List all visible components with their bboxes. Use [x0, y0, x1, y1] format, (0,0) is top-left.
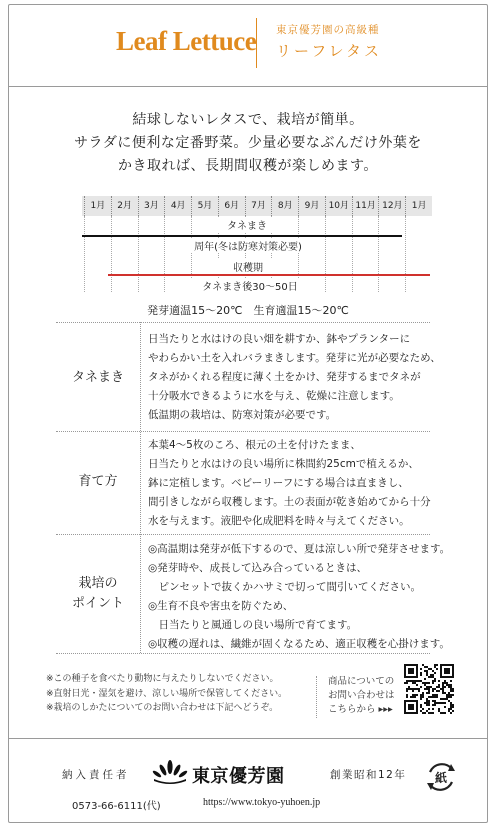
phone-number: 0573-66-6111(代)	[72, 801, 161, 812]
text-line: 日当たりと水はけの良い場所に株間約25cmで植えるか、	[148, 458, 419, 470]
table-column-divider	[140, 322, 141, 653]
calendar-gridline	[378, 216, 379, 292]
text-line: 日当たりと風通しの良い場所で育てます。	[148, 619, 358, 631]
responsible-party-label: 納入責任者	[62, 769, 130, 781]
recycle-mark-text: 紙	[434, 771, 448, 785]
calendar-month: 8月	[271, 196, 298, 216]
section-text-growing	[148, 436, 431, 531]
calendar-gridline	[84, 216, 85, 292]
calendar-month: 2月	[111, 196, 138, 216]
yearround-label: 周年(冬は防寒対策必要)	[173, 238, 323, 253]
founded-year: 創業昭和12年	[330, 769, 407, 781]
calendar-month: 4月	[164, 196, 191, 216]
brand-subtitle: 東京優芳園の高級種	[276, 24, 380, 36]
caution-notes	[46, 672, 287, 716]
text-line: ◎収穫の遅れは、繊維が固くなるため、適正収穫を心掛けます。	[148, 638, 450, 650]
table-divider	[56, 322, 430, 323]
label-line: 栽培の	[78, 576, 118, 591]
calendar-month: 1月	[84, 196, 111, 216]
calendar-month: 7月	[245, 196, 272, 216]
text-line: ◎生育不良や害虫を防ぐため、	[148, 600, 294, 612]
calendar-month: 12月	[378, 196, 405, 216]
website-link[interactable]: https://www.tokyo-yuhoen.jp	[203, 797, 321, 808]
calendar-gridline	[164, 216, 165, 292]
sowing-label: タネまき	[218, 217, 276, 232]
month-calendar-header	[82, 196, 432, 216]
note-line: ※この種子を食べたり動物に与えたりしないでください。	[46, 674, 279, 684]
intro-line: 結球しないレタスで、栽培が簡単。	[132, 112, 364, 128]
section-label-sowing: タネまき	[71, 370, 124, 385]
calendar-month: 10月	[325, 196, 352, 216]
note-line: ※直射日光・湿気を避け、涼しい場所で保管してください。	[46, 688, 288, 699]
temperature-info: 発芽適温15〜20℃ 生育適温15〜20℃	[147, 304, 349, 317]
text-line: 間引きしながら収穫します。土の表面が乾き始めてから十分	[148, 496, 431, 508]
intro-line: サラダに便利な定番野菜。少量必要なぶんだけ外葉を	[74, 135, 422, 151]
note-line: ※栽培のしかたについてのお問い合わせは下記へどうぞ。	[46, 703, 279, 713]
qr-code-icon[interactable]	[404, 664, 454, 714]
japanese-title: リーフレタス	[276, 42, 383, 60]
table-divider	[56, 431, 430, 432]
inquiry-line: お問い合わせは	[328, 690, 395, 701]
calendar-gridline	[111, 216, 112, 292]
text-line: 十分吸水できるように水を与え、乾燥に注意します。	[148, 390, 400, 402]
company-name: 東京優芳園	[192, 766, 285, 787]
calendar-month: 5月	[191, 196, 218, 216]
text-line: ◎発芽時や、成長して込み合っているときは、	[148, 562, 367, 574]
calendar-gridline	[405, 216, 406, 292]
section-text-tips	[148, 540, 450, 654]
sowing-period-bar	[82, 235, 402, 237]
text-line: 低温期の栽培は、防寒対策が必要です。	[148, 409, 337, 421]
company-logo-icon	[150, 758, 190, 784]
text-line: ピンセットで抜くかハサミで切って間引いてください。	[148, 581, 421, 593]
text-line: 日当たりと水はけの良い畑を耕すか、鉢やプランターに	[148, 333, 411, 345]
section-text-sowing	[148, 330, 441, 425]
text-line: 鉢に定植します。ベビーリーフにする場合は直まきし、	[148, 477, 409, 489]
text-line: ◎高温期は発芽が低下するので、夏は涼しい所で発芽させます。	[148, 543, 451, 555]
product-inquiry	[328, 675, 395, 717]
header-divider	[256, 18, 257, 68]
calendar-month: 9月	[298, 196, 325, 216]
inquiry-line: 商品についての	[328, 676, 395, 687]
notes-divider	[316, 676, 317, 718]
calendar-month: 6月	[218, 196, 245, 216]
calendar-month: 3月	[138, 196, 165, 216]
paper-recycle-icon	[424, 760, 458, 794]
text-line: やわらかい土を入れバラまきします。発芽に光が必要なため、	[148, 352, 441, 364]
calendar-gridline	[325, 216, 326, 292]
text-line: タネがかくれる程度に薄く土をかけ、発芽するまでタネが	[148, 371, 421, 383]
english-title: Leaf Lettuce	[116, 26, 257, 56]
intro-line: かき取れば、長期間収穫が楽しめます。	[118, 158, 378, 174]
inquiry-line: こちらから ▸▸▸	[328, 704, 393, 715]
calendar-month: 11月	[352, 196, 379, 216]
harvest-label: 収穫期	[218, 259, 278, 274]
label-line: ポイント	[71, 596, 124, 611]
harvest-note: タネまき後30〜50日	[180, 278, 320, 293]
table-divider	[56, 534, 430, 535]
footer-rule	[8, 738, 488, 739]
section-label-growing: 育て方	[78, 474, 118, 489]
calendar-month: 1月	[405, 196, 432, 216]
calendar-gridline	[138, 216, 139, 292]
calendar-gridline	[352, 216, 353, 292]
text-line: 本葉4〜5枚のころ、根元の土を付けたまま、	[148, 439, 361, 451]
text-line: 水を与えます。液肥や化成肥料を時々与えてください。	[148, 515, 410, 527]
harvest-period-bar	[108, 274, 430, 276]
intro-text	[0, 109, 496, 178]
header-rule	[8, 86, 488, 87]
section-label-tips	[56, 574, 140, 614]
